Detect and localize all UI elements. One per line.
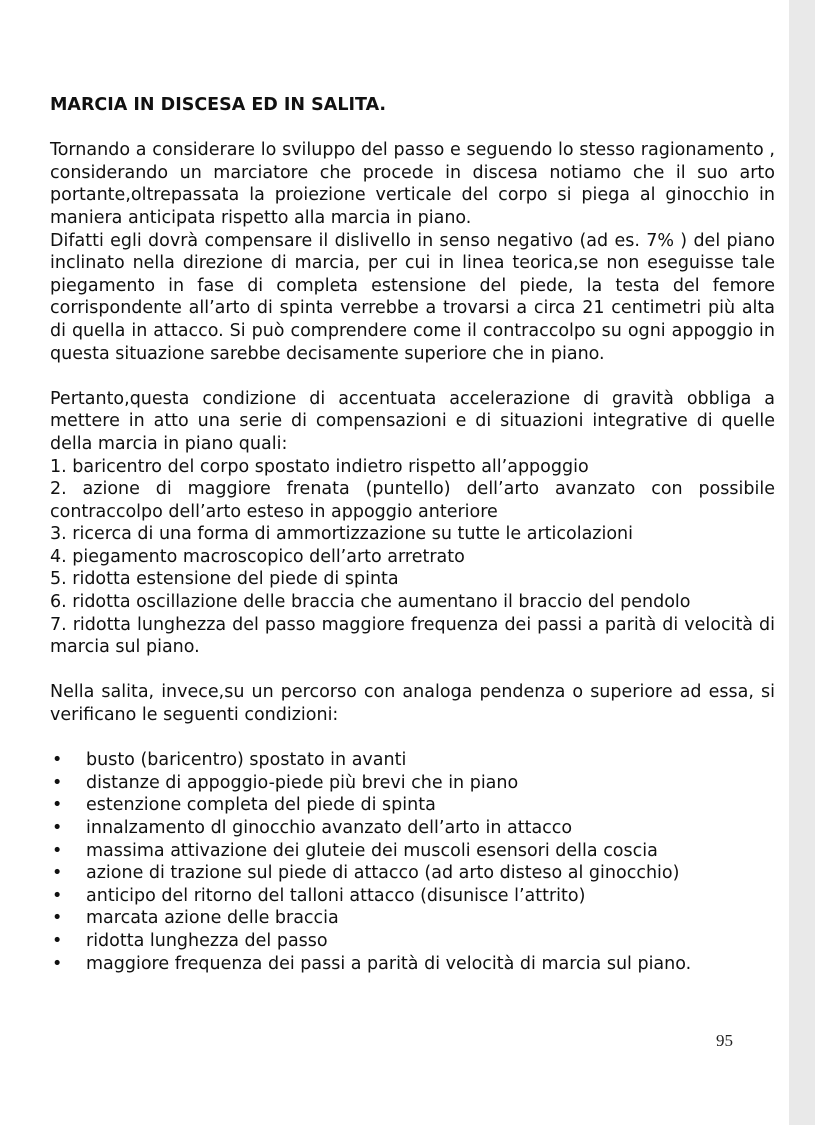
bullet-icon: • [52,840,63,861]
list-item [50,930,775,953]
paragraph-discesa-detail: Difatti egli dovrà compensare il dislivello in senso negativo (ad es. 7% ) del piano inclinato nella direzione di marcia, per cui in linea teorica,se non eseguisse tale piegamento in fase di completa estensione del piede, la testa del femore corrispondente all’arto di spinta verrebbe a trovarsi a circa 21 centimetri più alta di quella in attacco. Si può comprendere come il contraccolpo su ogni appoggio in questa situazione sarebbe decisamente superiore che in piano. [50,230,775,364]
list-item: 4. piegamento macroscopico dell’arto arretrato [50,546,465,567]
list-item: 7. ridotta lunghezza del passo maggiore frequenza dei passi a parità di velocità di marcia sul piano. [50,614,775,658]
list-item [50,749,775,772]
salita-conditions-list [50,749,775,975]
list-item: 2. azione di maggiore frenata (puntello) dell’arto avanzato con possibile contraccolpo dell’arto esteso in appoggio anteriore [50,479,775,522]
spacer [50,727,775,750]
list-item: 6. ridotta oscillazione delle braccia che aumentano il braccio del pendolo [50,592,691,613]
list-item [50,794,775,817]
list-item-text: anticipo del ritorno del talloni attacco (disunisce l’attrito) [86,885,586,906]
document-body [50,94,775,975]
compensation-list [50,456,775,659]
list-item [50,862,775,885]
bullet-icon: • [52,750,63,771]
page-margin-strip [789,0,815,1125]
list-item [50,772,775,795]
list-item: 1. baricentro del corpo spostato indietro rispetto all’appoggio [50,456,589,477]
paragraph-salita-intro: Nella salita, invece,su un percorso con analoga pendenza o superiore ad essa, si verificano le seguenti condizioni: [50,682,775,726]
bullet-icon: • [52,863,63,884]
list-item [50,840,775,863]
list-item-text: marcata azione delle braccia [86,908,339,929]
section-title: MARCIA IN DISCESA ED IN SALITA. [50,95,387,115]
list-item: 5. ridotta estensione del piede di spinta [50,569,399,590]
list-item: 3. ricerca di una forma di ammortizzazione su tutte le articolazioni [50,524,633,545]
list-item-text: maggiore frequenza dei passi a parità di velocità di marcia sul piano. [86,953,692,974]
bullet-icon: • [52,908,63,929]
bullet-icon: • [52,953,63,974]
bullet-icon: • [52,795,63,816]
list-item-text: estenzione completa del piede di spinta [86,795,436,816]
page-number: 95 [716,1031,733,1050]
bullet-icon: • [52,818,63,838]
list-item-text: distanze di appoggio-piede più brevi che in piano [86,772,519,793]
list-item-text: busto (baricentro) spostato in avanti [86,750,407,771]
spacer [50,659,775,682]
list-item-text: massima attivazione dei gluteie dei muscoli esensori della coscia [86,840,658,861]
bullet-icon: • [52,772,63,793]
list-item [50,953,775,976]
bullet-icon: • [52,930,63,951]
list-item-text: innalzamento dl ginocchio avanzato dell’arto in attacco [86,818,573,838]
list-item-text: azione di trazione sul piede di attacco (ad arto disteso al ginocchio) [86,863,680,884]
list-item [50,907,775,930]
list-item-text: ridotta lunghezza del passo [86,930,328,951]
paragraph-compensations: Pertanto,questa condizione di accentuata accelerazione di gravità obbliga a mettere in atto una serie di compensazioni e di situazioni integrative di quelle della marcia in piano quali: [50,388,775,454]
spacer [50,365,775,388]
list-item [50,817,775,840]
bullet-icon: • [52,885,63,906]
list-item [50,885,775,908]
paragraph-discesa-intro: Tornando a considerare lo sviluppo del passo e seguendo lo stesso ragionamento , considerando un marciatore che procede in discesa notiamo che il suo arto portante,oltrepassata la proiezione verticale del corpo si piega al ginocchio in maniera anticipata rispetto alla marcia in piano. [50,140,775,228]
